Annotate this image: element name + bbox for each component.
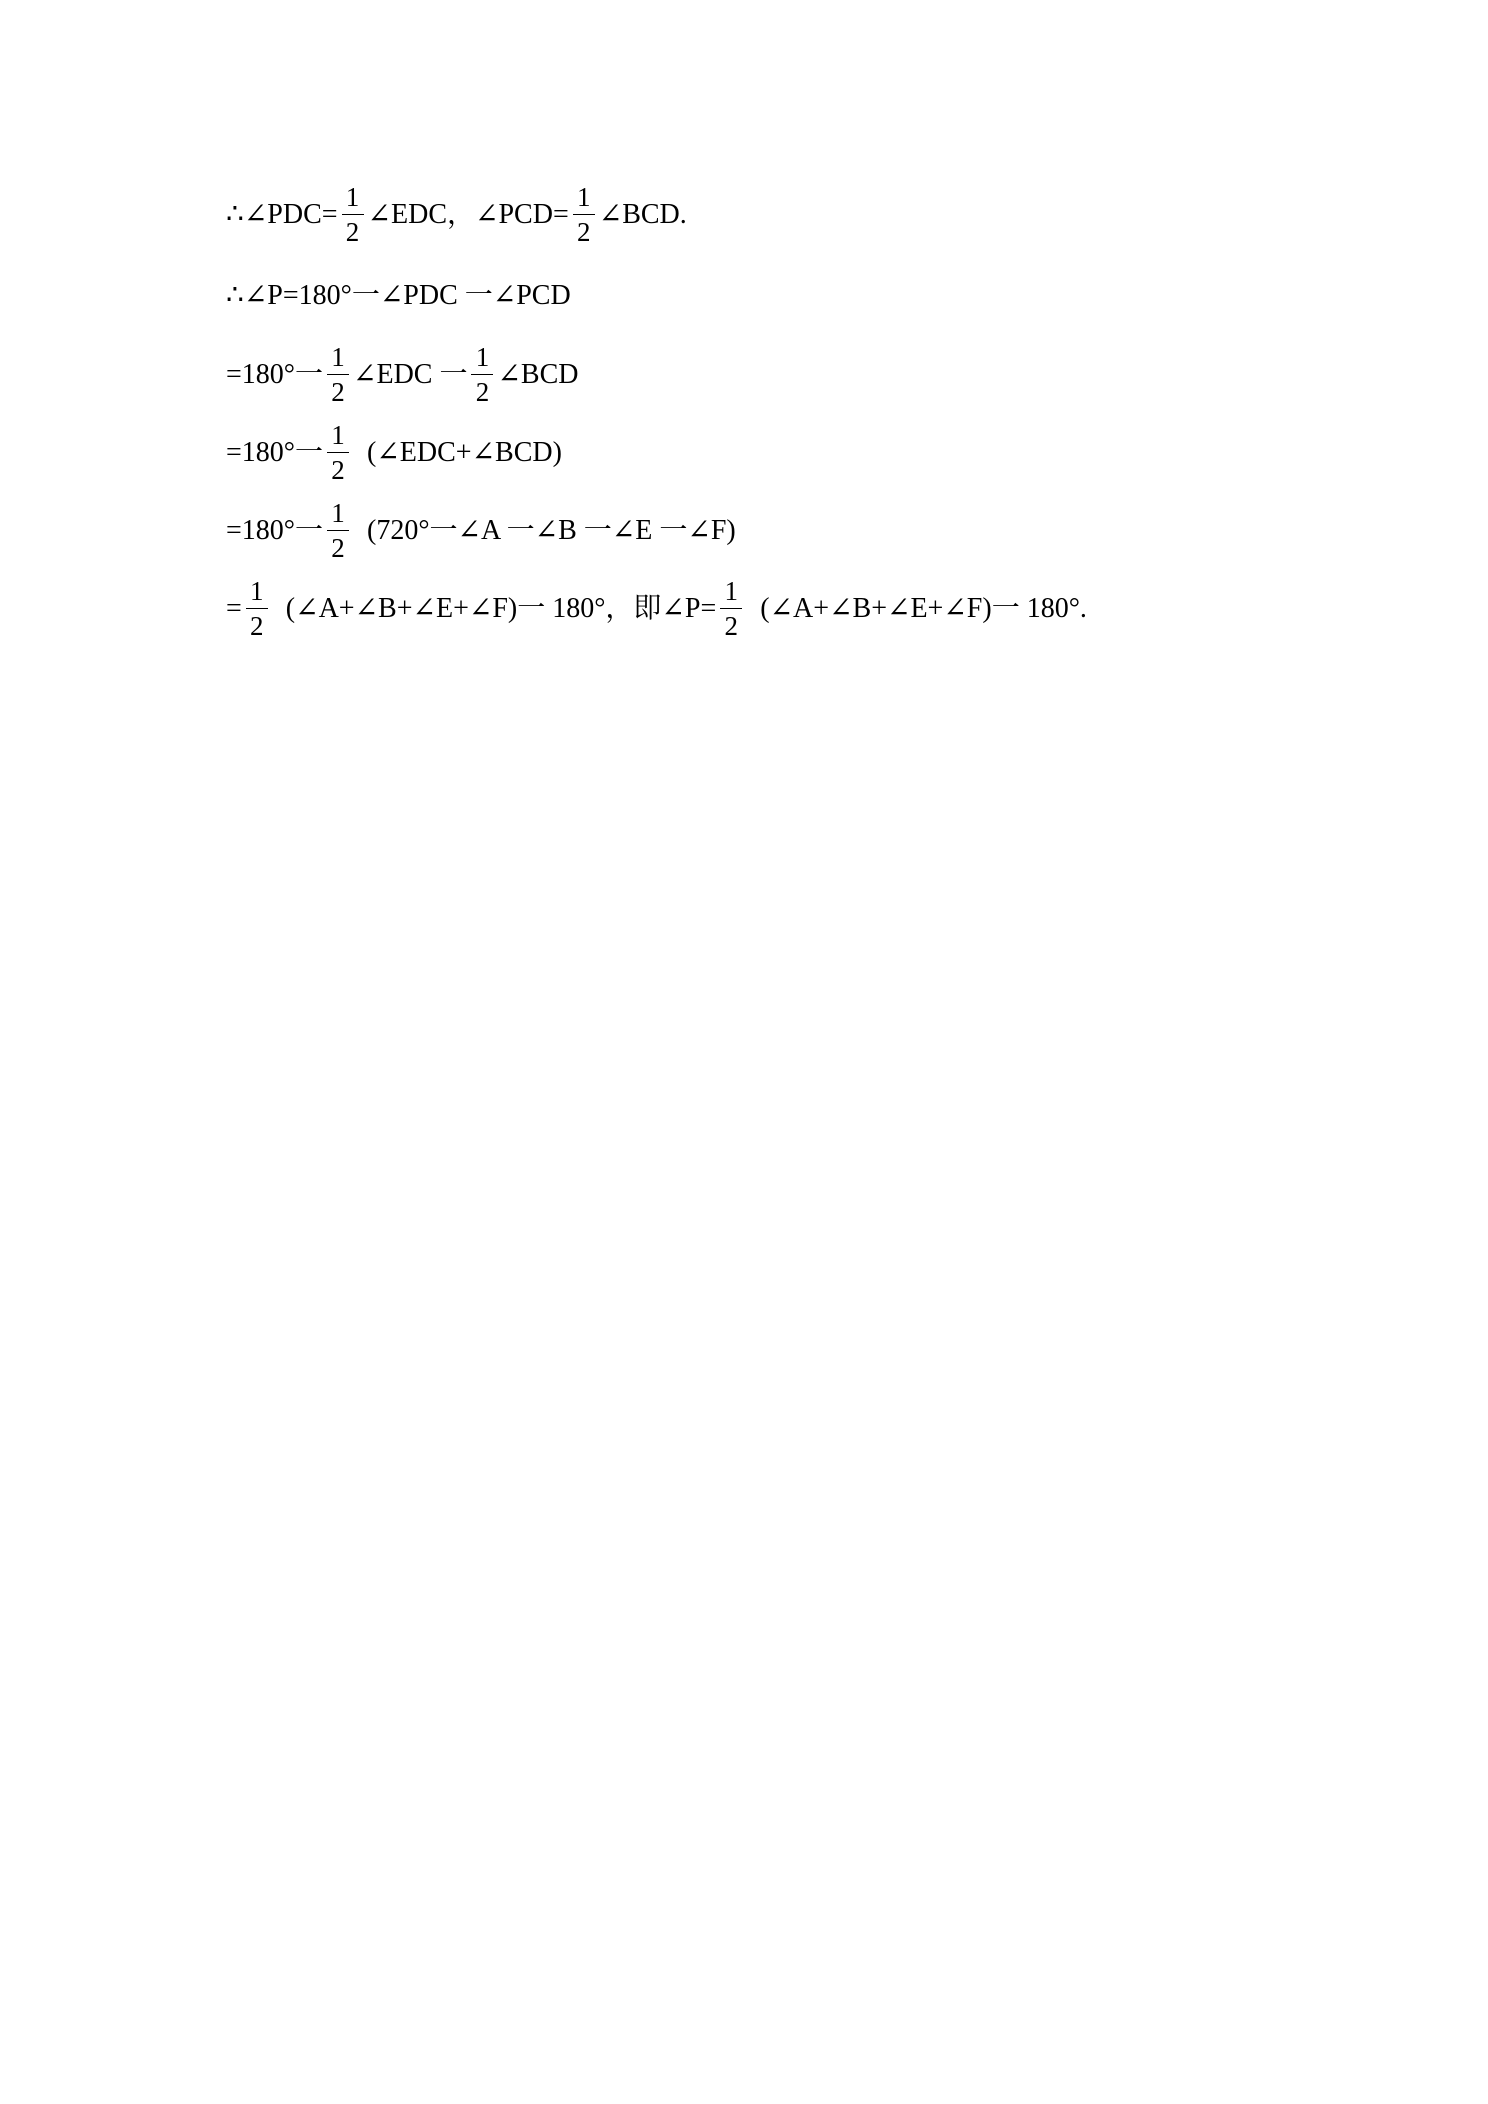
fraction-numerator: 1 <box>331 342 345 372</box>
fraction-denominator: 2 <box>724 611 739 641</box>
fraction <box>471 344 493 406</box>
fraction <box>720 578 742 640</box>
fraction-denominator: 2 <box>331 377 345 407</box>
fraction-numerator: 1 <box>250 576 264 606</box>
fraction <box>246 578 268 640</box>
proof-line-6 <box>226 578 1087 640</box>
proof-line-4 <box>226 422 562 484</box>
line-text: =180°一 <box>226 437 323 468</box>
line-text: (∠A+∠B+∠E+∠F)一 180°，即∠P= <box>285 593 717 624</box>
fraction <box>573 184 595 246</box>
fraction <box>342 184 364 246</box>
fraction-denominator: 2 <box>475 377 490 407</box>
fraction-numerator: 1 <box>724 576 739 606</box>
line-text: ∴∠PDC= <box>226 199 338 230</box>
fraction <box>327 344 349 406</box>
proof-line-2 <box>226 282 571 310</box>
line-text: ∠BCD <box>497 359 579 390</box>
line-text: (720°一∠A 一∠B 一∠E 一∠F) <box>367 515 736 546</box>
fraction-numerator: 1 <box>345 182 360 212</box>
line-text: =180°一 <box>226 359 323 390</box>
fraction-denominator: 2 <box>576 217 591 247</box>
fraction-numerator: 1 <box>331 420 345 450</box>
fraction <box>327 422 349 484</box>
proof-line-5 <box>226 500 736 562</box>
line-text: ∠EDC 一 <box>353 359 468 390</box>
fraction-denominator: 2 <box>250 611 264 641</box>
line-text: ∠BCD. <box>598 199 687 230</box>
fraction-denominator: 2 <box>331 533 345 563</box>
fraction-denominator: 2 <box>331 455 345 485</box>
line-text: (∠A+∠B+∠E+∠F)一 180°. <box>760 593 1087 624</box>
line-text: (∠EDC+∠BCD) <box>367 437 562 468</box>
fraction <box>327 500 349 562</box>
proof-line-3 <box>226 344 579 406</box>
line-text: ∠EDC，∠PCD= <box>367 199 569 230</box>
line-text: = <box>226 593 242 624</box>
line-text: ∴∠P=180°一∠PDC 一∠PCD <box>226 280 571 311</box>
fraction-denominator: 2 <box>345 217 360 247</box>
line-text: =180°一 <box>226 515 323 546</box>
fraction-numerator: 1 <box>576 182 591 212</box>
fraction-numerator: 1 <box>475 342 490 372</box>
fraction-numerator: 1 <box>331 498 345 528</box>
proof-line-1 <box>226 184 687 246</box>
